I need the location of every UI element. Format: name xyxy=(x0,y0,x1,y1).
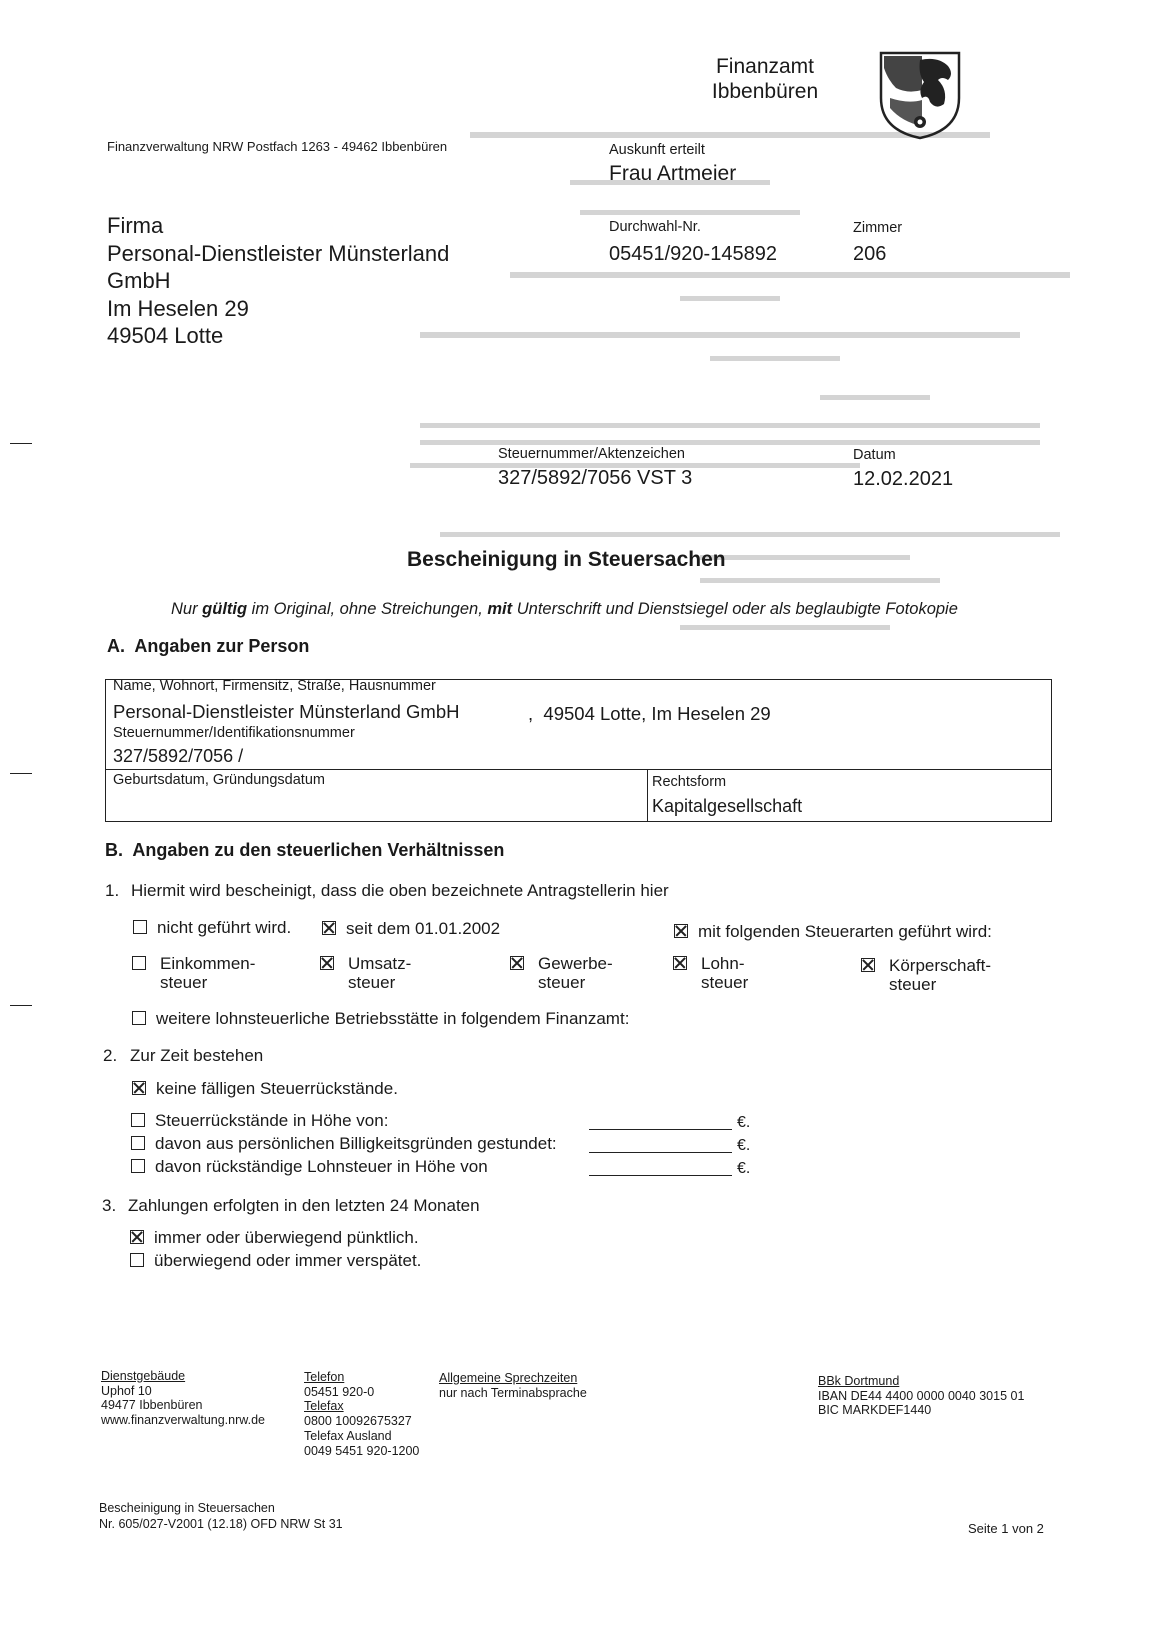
checkbox-punctual[interactable] xyxy=(130,1230,144,1244)
validity-note-part3: im Original, ohne Streichungen, xyxy=(247,600,488,618)
building-line1: Uphof 10 xyxy=(101,1383,152,1398)
amount-line-deferred[interactable] xyxy=(589,1152,732,1153)
item1-text: Hiermit wird bescheinigt, dass die oben bezeichnete Antragstellerin hier xyxy=(131,881,669,900)
validity-note-part2: gültig xyxy=(202,600,248,618)
name-value: Personal-Dienstleister Münsterland GmbH xyxy=(113,701,460,722)
tax-trade-line1: Gewerbe- xyxy=(538,954,613,973)
validity-note-part1: Nur xyxy=(171,600,203,618)
option-punctual-label: immer oder überwiegend pünktlich. xyxy=(154,1228,419,1247)
fax-value: 0800 10092675327 xyxy=(304,1414,412,1429)
durchwahl-value: 05451/920-145892 xyxy=(609,243,777,265)
legal-form-value: Kapitalgesellschaft xyxy=(652,796,803,816)
office-name xyxy=(700,54,830,104)
option-wage-arrears xyxy=(131,1157,488,1177)
option-arrears xyxy=(131,1111,388,1131)
hours-value: nur nach Terminabsprache xyxy=(439,1385,587,1400)
checkbox-arrears[interactable] xyxy=(131,1113,145,1127)
building-line2: 49477 Ibbenbüren xyxy=(101,1398,203,1413)
currency-arrears: €. xyxy=(737,1114,751,1131)
checkbox-late[interactable] xyxy=(130,1253,144,1267)
currency-wage-arrears: €. xyxy=(737,1160,751,1177)
nrw-coat-of-arms-icon xyxy=(878,50,962,140)
fold-mark-middle xyxy=(10,773,32,774)
recipient-line3: GmbH xyxy=(107,268,171,294)
option-arrears-label: Steuerrückstände in Höhe von: xyxy=(155,1111,389,1130)
section-a-heading: A. Angaben zur Person xyxy=(107,636,310,656)
zimmer-value: 206 xyxy=(853,243,887,265)
auskunft-name: Frau Artmeier xyxy=(609,162,737,185)
table-vertical-divider xyxy=(647,769,648,821)
checkbox-since-date[interactable] xyxy=(322,921,336,935)
validity-note xyxy=(171,600,958,619)
datum-value: 12.02.2021 xyxy=(853,468,954,490)
checkbox-further-site[interactable] xyxy=(132,1011,146,1025)
fax-abroad-label: Telefax Ausland xyxy=(304,1428,392,1443)
option-punctual xyxy=(130,1228,419,1248)
option-deferred-label: davon aus persönlichen Billigkeitsgründen gestundet: xyxy=(155,1134,557,1153)
option-further-site-label: weitere lohnsteuerliche Betriebsstätte in folgendem Finanzamt: xyxy=(156,1009,630,1028)
item3-text: Zahlungen erfolgten in den letzten 24 Monaten xyxy=(128,1196,480,1215)
person-data-table xyxy=(105,679,1052,822)
tax-corporate-line1: Körperschaft- xyxy=(889,956,992,975)
bank-label: BBk Dortmund xyxy=(818,1374,900,1388)
fold-mark-top xyxy=(10,443,32,444)
tax-trade xyxy=(510,954,613,992)
zimmer-label: Zimmer xyxy=(853,220,903,236)
option-since-date-label: seit dem 01.01.2002 xyxy=(346,919,501,938)
id-value: 327/5892/7056 / xyxy=(113,746,244,766)
footer-building xyxy=(101,1369,265,1428)
currency-deferred: €. xyxy=(737,1137,751,1154)
showthrough-lines xyxy=(380,120,1120,680)
page-title: Bescheinigung in Steuersachen xyxy=(407,548,726,571)
tax-wage-line1: Lohn- xyxy=(701,954,745,973)
amount-line-wage-arrears[interactable] xyxy=(589,1175,732,1176)
item2-number: 2. xyxy=(103,1046,118,1065)
datum-label: Datum xyxy=(853,447,896,463)
table-divider xyxy=(106,769,1051,770)
phone-label: Telefon xyxy=(304,1370,345,1384)
checkbox-not-registered[interactable] xyxy=(133,920,147,934)
amount-line-arrears[interactable] xyxy=(589,1129,732,1130)
durchwahl-label: Durchwahl-Nr. xyxy=(609,219,701,235)
building-website: www.finanzverwaltung.nrw.de xyxy=(101,1413,265,1428)
checkbox-vat[interactable] xyxy=(320,956,334,970)
bank-bic: BIC MARKDEF1440 xyxy=(818,1403,932,1418)
recipient-line4: Im Heselen 29 xyxy=(107,295,249,321)
address-value: , 49504 Lotte, Im Heselen 29 xyxy=(528,703,771,724)
section-b-heading: B. Angaben zu den steuerlichen Verhältnissen xyxy=(105,840,505,860)
recipient-line2: Personal-Dienstleister Münsterland xyxy=(107,240,450,266)
auskunft-label: Auskunft erteilt xyxy=(609,142,705,158)
tax-corporate-line2: steuer xyxy=(889,975,937,994)
form-line2: Nr. 605/027-V2001 (12.18) OFD NRW St 31 xyxy=(99,1516,343,1531)
checkbox-wage-tax[interactable] xyxy=(673,956,687,970)
checkbox-tax-types[interactable] xyxy=(674,924,688,938)
recipient-line1: Firma xyxy=(107,213,164,238)
tax-vat-line2: steuer xyxy=(348,973,396,992)
form-line1: Bescheinigung in Steuersachen xyxy=(99,1501,275,1515)
office-name-line2: Ibbenbüren xyxy=(711,80,819,103)
option-not-registered xyxy=(133,918,291,938)
checkbox-income-tax[interactable] xyxy=(132,956,146,970)
option-wage-arrears-label: davon rückständige Lohnsteuer in Höhe von xyxy=(155,1157,488,1176)
bank-iban: IBAN DE44 4400 0000 0040 3015 01 xyxy=(818,1388,1025,1403)
checkbox-deferred[interactable] xyxy=(131,1136,145,1150)
item1-number: 1. xyxy=(105,881,120,900)
footer-hours xyxy=(439,1371,587,1400)
option-tax-types-label: mit folgenden Steuerarten geführt wird: xyxy=(698,922,992,941)
option-no-arrears xyxy=(132,1079,398,1099)
steuernummer-value: 327/5892/7056 VST 3 xyxy=(498,467,693,489)
sender-line: Finanzverwaltung NRW Postfach 1263 - 49462 Ibbenbüren xyxy=(107,139,448,154)
fold-mark-bottom xyxy=(10,1005,32,1006)
tax-income xyxy=(132,954,255,992)
hours-label: Allgemeine Sprechzeiten xyxy=(439,1371,578,1385)
steuernummer-label: Steuernummer/Aktenzeichen xyxy=(498,446,685,462)
option-not-registered-label: nicht geführt wird. xyxy=(157,918,292,937)
name-label: Name, Wohnort, Firmensitz, Straße, Hausnummer xyxy=(113,678,436,694)
page-number: Seite 1 von 2 xyxy=(968,1521,1044,1536)
option-tax-types xyxy=(674,922,992,942)
fax-abroad-value: 0049 5451 920-1200 xyxy=(304,1443,420,1458)
office-name-line1: Finanzamt xyxy=(715,55,815,78)
validity-note-part4: mit xyxy=(487,600,513,618)
tax-income-line2: steuer xyxy=(160,973,208,992)
recipient-address xyxy=(107,212,449,350)
tax-wage xyxy=(673,954,748,992)
fax-label: Telefax xyxy=(304,1399,344,1414)
phone-value: 05451 920-0 xyxy=(304,1384,375,1399)
checkbox-no-arrears[interactable] xyxy=(132,1081,146,1095)
option-deferred xyxy=(131,1134,557,1154)
tax-trade-line2: steuer xyxy=(538,973,586,992)
tax-corporate xyxy=(861,956,991,994)
checkbox-wage-arrears[interactable] xyxy=(131,1159,145,1173)
birth-label: Geburtsdatum, Gründungsdatum xyxy=(113,772,325,788)
option-late-label: überwiegend oder immer verspätet. xyxy=(154,1251,422,1270)
option-late xyxy=(130,1251,421,1271)
option-further-site xyxy=(132,1009,629,1029)
form-number xyxy=(99,1501,343,1532)
checkbox-trade-tax[interactable] xyxy=(510,956,524,970)
footer-bank xyxy=(818,1374,1024,1418)
tax-vat-line1: Umsatz- xyxy=(348,954,412,973)
tax-income-line1: Einkommen- xyxy=(160,954,256,973)
footer-phone xyxy=(304,1370,419,1458)
option-since-date xyxy=(322,919,500,939)
tax-wage-line2: steuer xyxy=(701,973,749,992)
building-label: Dienstgebäude xyxy=(101,1369,186,1383)
option-no-arrears-label: keine fälligen Steuerrückstände. xyxy=(156,1079,398,1098)
tax-vat xyxy=(320,954,411,992)
id-label: Steuernummer/Identifikationsnummer xyxy=(113,725,355,741)
recipient-line5: 49504 Lotte xyxy=(107,323,224,349)
item2-text: Zur Zeit bestehen xyxy=(130,1046,264,1065)
validity-note-part5: Unterschrift und Dienstsiegel oder als beglaubigte Fotokopie xyxy=(512,600,958,618)
legal-form-label: Rechtsform xyxy=(652,774,727,790)
item3-number: 3. xyxy=(102,1196,117,1215)
checkbox-corporate-tax[interactable] xyxy=(861,958,875,972)
